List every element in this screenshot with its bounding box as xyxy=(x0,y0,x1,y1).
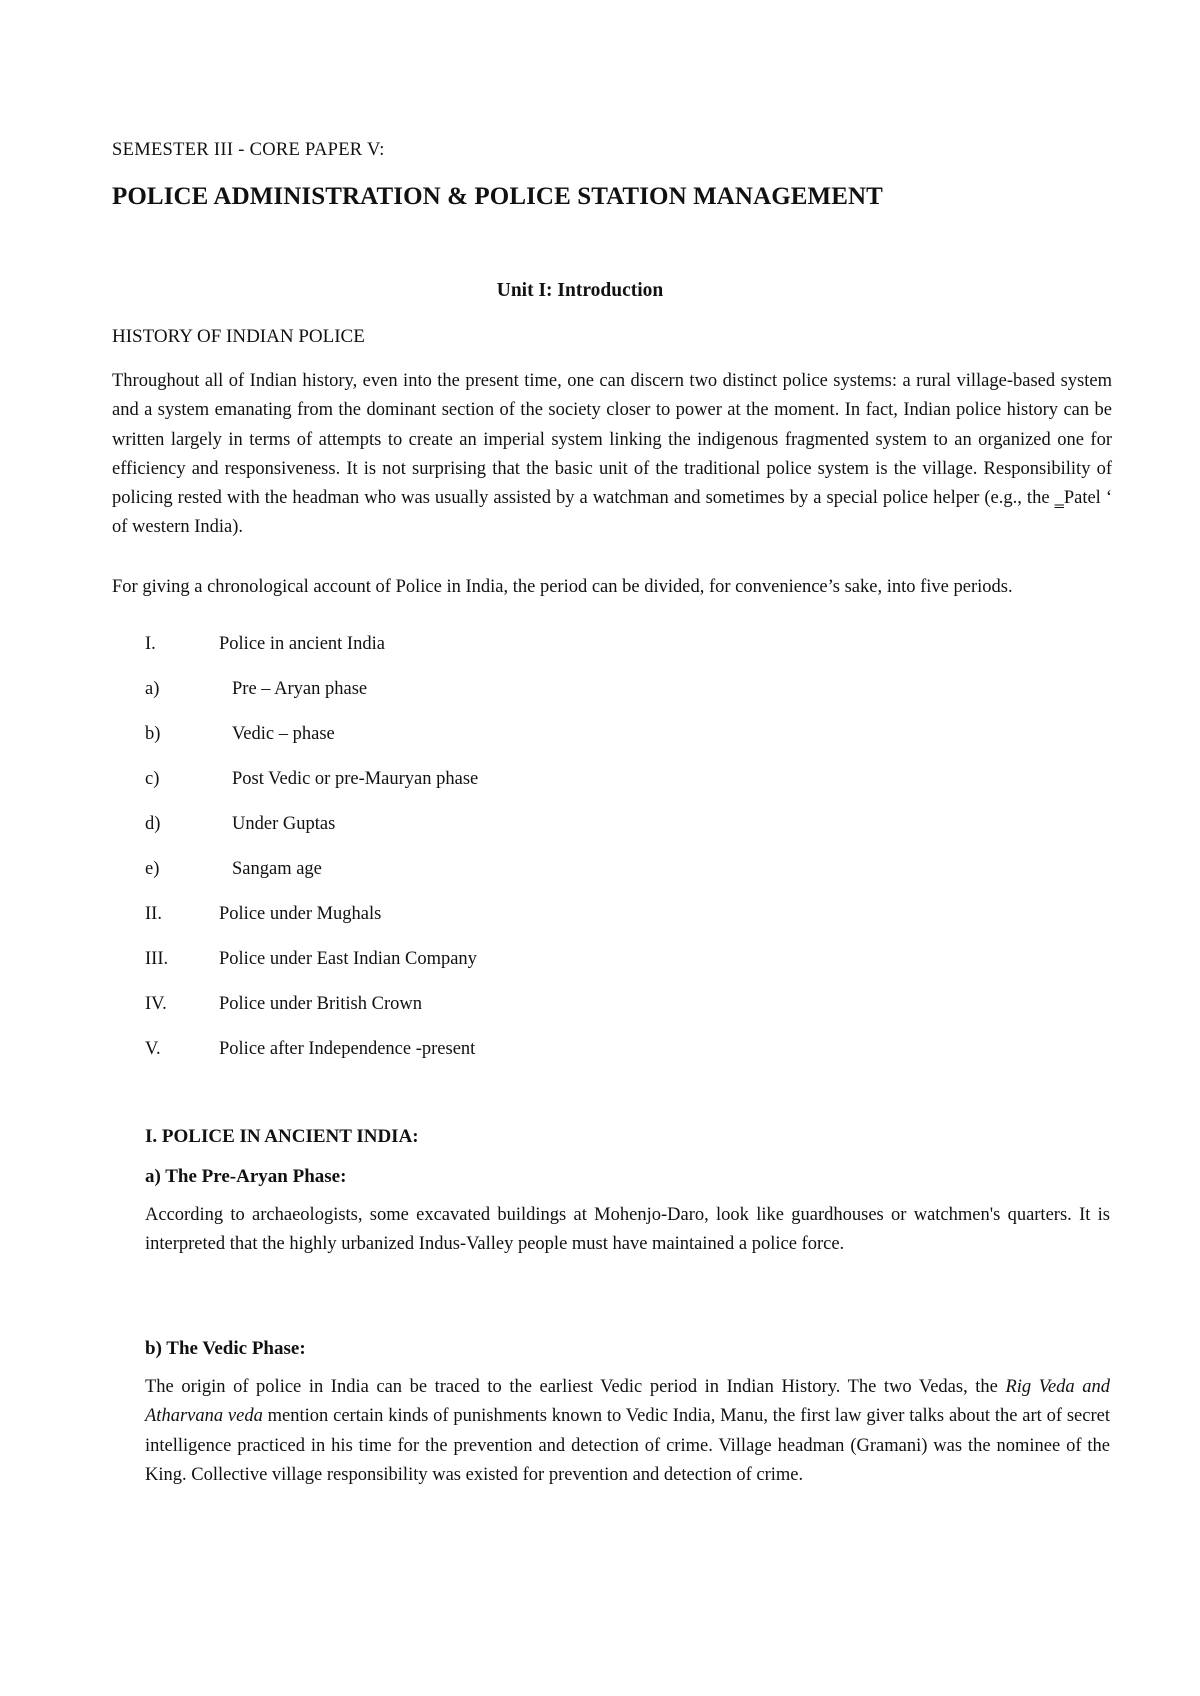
pre-aryan-paragraph: According to archaeologists, some excavated buildings at Mohenjo-Daro, look like guardhouses or watchmen's quarters. It is interpreted that the highly urbanized Indus-Valley people must have maintained a police force. xyxy=(145,1205,1110,1255)
vedas-italic-text: Rig Veda and Atharvana veda xyxy=(145,1377,1110,1427)
chronology-paragraph: For giving a chronological account of Police in India, the period can be divided, for convenience’s sake, into five periods. xyxy=(112,577,1013,597)
list-item-text: Police under Mughals xyxy=(219,904,382,924)
list-marker: III. xyxy=(145,949,169,969)
vedic-paragraph xyxy=(145,1373,1110,1490)
list-item-text: Police under British Crown xyxy=(219,994,422,1014)
unit-title: Unit I: Introduction xyxy=(496,280,664,301)
intro-paragraph: Throughout all of Indian history, even into the present time, one can discern two distinct police systems: a rural village-based system and a system emanating from the dominant section of the society closer to power at the moment. In fact, Indian police history can be written largely in terms of attempts to create an imperial system linking the indigenous fragmented system to an organized one for efficiency and responsiveness. It is not surprising that the basic unit of the traditional police system is the village. Responsibility of policing rested with the headman who was usually assisted by a watchman and sometimes by a special police helper (e.g., the ‗Patel ‘ of western India). xyxy=(112,371,1112,538)
subsection-heading-pre-aryan: a) The Pre-Aryan Phase: xyxy=(145,1166,347,1187)
list-marker: d) xyxy=(145,814,161,834)
list-item-text: Vedic – phase xyxy=(232,724,335,744)
list-marker: I. xyxy=(145,634,156,654)
document-title: POLICE ADMINISTRATION & POLICE STATION MANAGEMENT xyxy=(112,183,883,210)
list-item-text: Police after Independence -present xyxy=(219,1039,476,1059)
list-marker: e) xyxy=(145,859,160,879)
list-marker: b) xyxy=(145,724,161,744)
vedic-paragraph-end: mention certain kinds of punishments known to Vedic India, Manu, the first law giver talks about the art of secret intelligence practiced in his time for the prevention and detection of crime. Village headman (Gramani) was the nominee of the King. Collective village responsibility was existed for prevention and detection of crime. xyxy=(145,1406,1110,1485)
list-marker: a) xyxy=(145,679,160,699)
semester-line: SEMESTER III - CORE PAPER V: xyxy=(112,140,385,160)
list-marker: V. xyxy=(145,1039,161,1059)
list-marker: IV. xyxy=(145,994,167,1014)
list-item-text: Sangam age xyxy=(232,859,322,879)
vedic-paragraph-start: The origin of police in India can be traced to the earliest Vedic period in Indian History. The two Vedas, the xyxy=(145,1377,1006,1397)
history-heading: HISTORY OF INDIAN POLICE xyxy=(112,326,365,347)
subsection-heading-vedic: b) The Vedic Phase: xyxy=(145,1338,306,1359)
list-item-text: Police in ancient India xyxy=(219,634,385,654)
list-item-text: Post Vedic or pre-Mauryan phase xyxy=(232,769,479,789)
list-marker: II. xyxy=(145,904,162,924)
list-item-text: Under Guptas xyxy=(232,814,336,834)
list-marker: c) xyxy=(145,769,160,789)
list-item-text: Police under East Indian Company xyxy=(219,949,477,969)
section-heading-ancient-india: I. POLICE IN ANCIENT INDIA: xyxy=(145,1126,419,1147)
list-item-text: Pre – Aryan phase xyxy=(232,679,368,699)
